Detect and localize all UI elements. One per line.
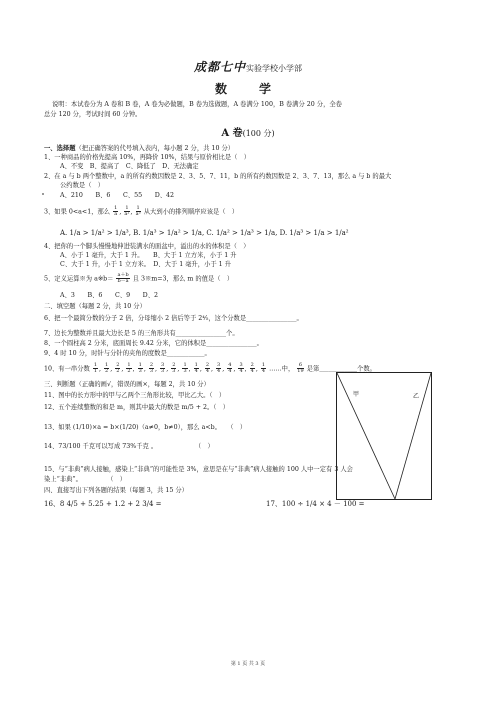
question-3: 3、如果 0<a<1，那么 $\frac{1}{a}$ , $\frac{1}{\text{a²}}$ , $\frac{1}{\text{a³}}$ 从大到小的排列顺序应该是（ ） — [44, 205, 239, 218]
fraction: $\frac{1}{4}$ — [261, 362, 266, 375]
section-a-label: A 卷 — [221, 128, 243, 139]
question-5-denominator: b－a — [117, 278, 129, 285]
question-1: 1、一种商品的价格先提高 10%，再降价 10%，结果与原价相比是（ ） — [44, 154, 251, 161]
question-10-mid: ……中， — [269, 365, 295, 373]
question-9: 9、4 时 10 分，时针与分针的夹角的度数是____________。 — [44, 350, 211, 357]
question-4-options-2: C、大于 1 升，小于 1 立方米。 D、大于 1 毫升，小于 1 升 — [60, 261, 231, 268]
question-10-pre: 10、有一串分数 — [44, 365, 90, 373]
question-5-options: A、3 B、6 C、9 D、2 — [60, 292, 159, 299]
school-title — [0, 60, 496, 75]
question-3-options: A. 1/a > 1/a² > 1/a³, B. 1/a³ > 1/a² > 1/a, C. 1/a² > 1/a³ > 1/a, D. 1/a³ > 1/a > 1/a² — [60, 229, 349, 237]
question-10: 10、有一串分数 $\frac{1}{1}$ , $\frac{1}{2}$ , $\frac{2}{2}$ , $\frac{1}{2}$ , $\frac{1}{3}$ , $\frac{2}{3}$ , $\frac{3}{3}$ , $\frac{2}{3}$ , $\frac{1}{3}$ , $\frac{1}{4}$ , $\frac{2}{4}$ , $\frac{3}{4}$ , $\frac{4}{4}$ , $\frac{3}{4}$ , $\frac{2}{4}$ , $\frac{1}{4}$ ……中， $\frac{6}{19}$ 是第____________个数。 — [44, 362, 376, 375]
fraction: $\frac{1}{\text{a²}}$ — [124, 205, 130, 218]
question-5 — [44, 273, 233, 285]
part3-heading: 三、判断题（正确的画√，错误的画×，每题 2，共 10 分） — [44, 381, 210, 388]
question-17: 17、100 ÷ 1/4 × 4 － 100 = — [266, 500, 365, 508]
part1-heading — [44, 145, 234, 153]
fraction: $\frac{6}{19}$ — [297, 362, 304, 375]
fraction: $\frac{1}{3}$ — [183, 362, 187, 375]
question-15-line-2: 染上“非典”。 （ ） — [44, 476, 126, 483]
fraction: $\frac{1}{\text{a³}}$ — [135, 205, 141, 218]
instructions-line-1: 说明：本试卷分为 A 卷和 B 卷，A 卷为必做题，B 卷为选做题，A 卷满分 100，B 卷满分 20 分，全卷 — [52, 101, 342, 108]
question-5-post: 且 3※m=3，那么 m 的值是（ ） — [132, 275, 234, 283]
part2-heading: 二、填空题（每题 2 分，共 10 分） — [44, 303, 146, 310]
question-12: 12、五个连续整数的和是 m，则其中最大的数是 m/5 + 2。（ ） — [44, 404, 230, 411]
section-a-title — [0, 128, 496, 141]
fraction: $\frac{1}{2}$ — [105, 362, 109, 375]
label-yi: 乙 — [413, 393, 420, 400]
question-15-line-1: 15、与“非典”病人接触，感染上“非典”的可能性是 3%，意思是在与“非典”病人接触的 100 人中一定有 3 人会 — [44, 466, 353, 473]
question-6: 6、把一个最简分数的分子 2 倍，分母缩小 2 倍后等于 2⁴⁄₅，这个分数是________________。 — [44, 315, 303, 322]
question-3-post: 从大到小的排列顺序应该是（ ） — [143, 208, 239, 216]
question-5-pre: 5、定义运算※为 a※b＝ — [44, 275, 114, 283]
triangle-diagram — [337, 373, 431, 499]
question-11: 11、图中的长方形中的甲与乙两个三角形比较，甲比乙大。（ ） — [44, 392, 226, 399]
fraction: $\frac{1}{1}$ — [93, 362, 97, 375]
question-2-line-2: 公约数是（ ） — [60, 182, 105, 189]
fraction: $\frac{1}{a}$ — [114, 205, 118, 218]
part1-heading-label: 一、选择题 — [44, 145, 76, 152]
diagonal-line — [395, 373, 431, 499]
question-7: 7、边长为整数并且最大边长是 5 的三角形共有________________个。 — [44, 330, 239, 337]
fraction: $\frac{2}{2}$ — [116, 362, 120, 375]
question-8: 8、一个圆柱高 2 分米，底面周长 9.42 分米，它的体积是________________。 — [44, 340, 263, 347]
stray-mark — [42, 193, 44, 195]
section-a-points: (100 分) — [242, 129, 275, 138]
question-1-options: A、不变 B、提高了 C、降低了 D、无法确定 — [60, 163, 199, 170]
question-10-post: 是第____________个数。 — [306, 365, 376, 373]
question-14: 14、73/100 千克可以写成 73%千克 。 （ ） — [44, 443, 214, 450]
fraction: $\frac{1}{4}$ — [194, 362, 198, 375]
instructions-line-2: 总分 120 分，考试时间 60 分钟。 — [44, 111, 142, 118]
fraction: $\frac{3}{4}$ — [239, 362, 243, 375]
part1-heading-note: （把正确答案的代号填入表内，每小题 2 分，共 10 分） — [75, 145, 235, 152]
question-3-pre: 3、如果 0<a<1，那么 — [44, 208, 111, 216]
label-jia: 甲 — [353, 391, 360, 398]
fraction: $\frac{2}{3}$ — [149, 362, 154, 375]
question-4: 4、把你的一个脚头慢慢地伸进装满水的面盆中，溢出的水的体积是（ ） — [44, 243, 250, 250]
subject-title: 数 学 — [214, 82, 281, 96]
fraction: $\frac{2}{4}$ — [250, 362, 254, 375]
school-name-rest: 实验学校小学部 — [246, 64, 302, 73]
page-footer: 第 1 页 共 3 页 — [230, 661, 266, 667]
fraction: $\frac{2}{4}$ — [205, 362, 210, 375]
question-2-options: A、210 B、6 C、55 D、42 — [60, 192, 175, 199]
fraction: $\frac{3}{4}$ — [217, 362, 221, 375]
question-4-options-1: A、小于 1 毫升，大于 1 升。 B、大于 1 立方米，小于 1 升 — [60, 252, 237, 259]
fraction: $\frac{3}{3}$ — [161, 362, 165, 375]
fraction: $\frac{1}{3}$ — [138, 362, 142, 375]
school-brand: 成都七中 — [193, 60, 246, 74]
diagonal-line — [337, 373, 395, 499]
rectangle-figure — [336, 372, 432, 500]
fraction — [116, 273, 129, 285]
fraction: $\frac{4}{4}$ — [228, 362, 232, 375]
fraction: $\frac{1}{2}$ — [127, 362, 131, 375]
part4-heading: 四、直接写出下列各题的结果（每题 3，共 15 分） — [44, 487, 188, 494]
question-5-numerator: a＋b — [117, 272, 129, 278]
fraction: $\frac{2}{3}$ — [172, 362, 176, 375]
question-2-line-1: 2、在 a 与 b 两个整数中，a 的所有约数因数是 2、3、5、7、11，b 的所有约数因数是 2、3、7、13，那么 a 与 b 的最大 — [44, 173, 392, 180]
question-13: 13、如果 (1/10)×a = b×(1/20)（a≠0，b≠0），那么 a<b。 （ ） — [44, 424, 247, 431]
question-16: 16、8 4/5 + 5.25 + 1.2 + 2 3/4 = — [44, 500, 162, 508]
